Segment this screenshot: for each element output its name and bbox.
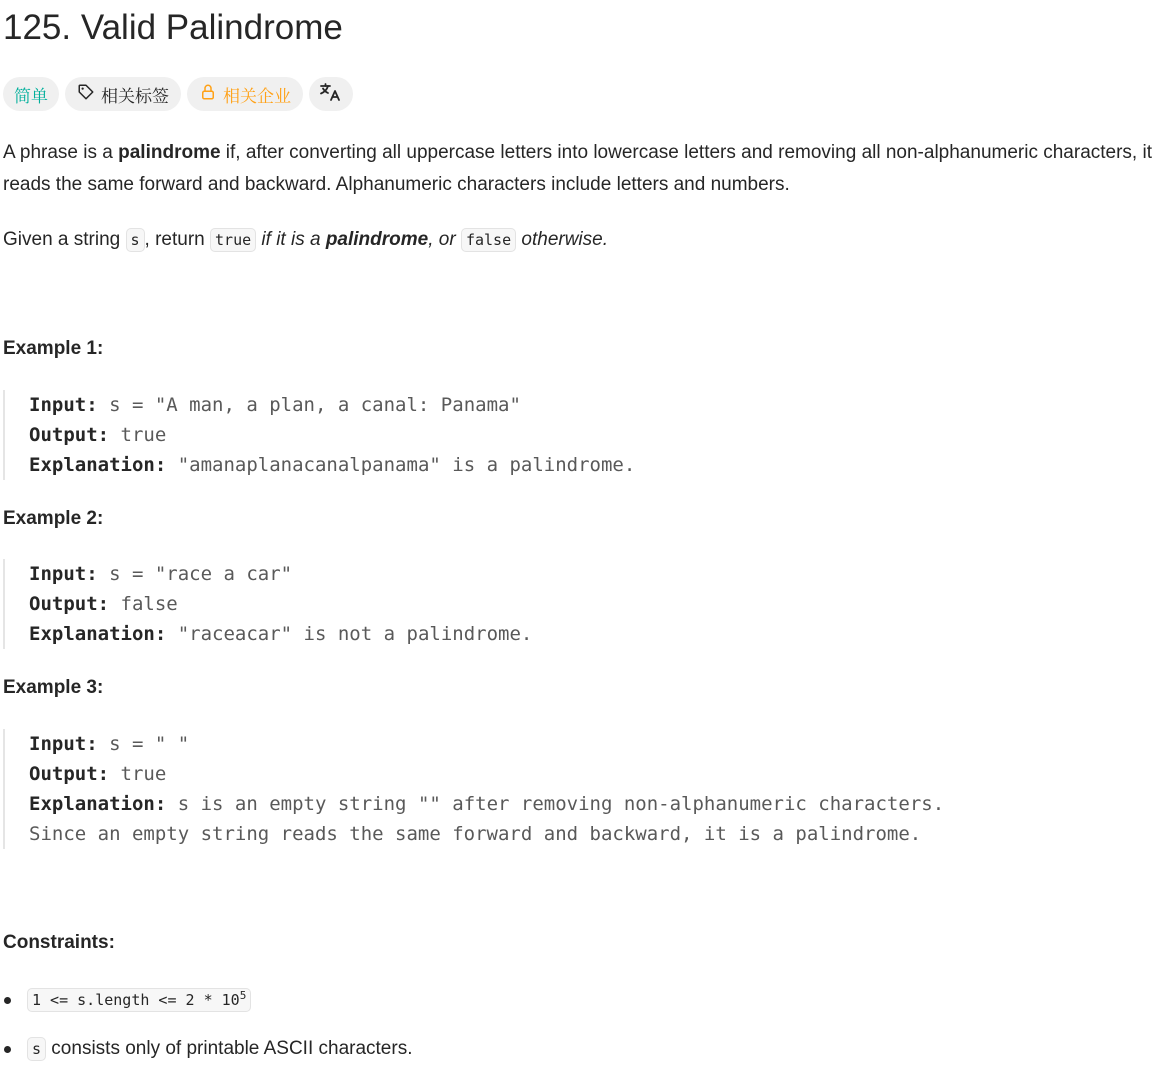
output-value: true [109,763,167,785]
output-value: true [109,424,167,446]
text: , or [428,229,461,250]
example-heading: Example 3: [3,677,104,698]
explanation-key: Explanation: [29,454,167,476]
inline-code: false [461,228,516,252]
text: otherwise. [516,229,608,250]
constraints-list [3,984,412,1082]
related-companies-button[interactable] [187,77,303,111]
exponent: 5 [239,989,247,1002]
page-title: 125. Valid Palindrome [3,8,343,47]
translate-icon [319,82,343,107]
explanation-key: Explanation: [29,623,167,645]
text: if it is a [256,229,326,250]
inline-code [27,988,251,1012]
tag-row [3,77,353,111]
related-topics-button[interactable] [65,77,181,111]
constraints-heading: Constraints: [3,932,115,953]
inline-code: s [27,1037,46,1061]
explanation-value: "amanaplanacanalpanama" is a palindrome. [166,454,636,476]
description-paragraph-2 [3,224,608,256]
input-key: Input: [29,394,98,416]
list-item [3,984,412,1016]
translate-button[interactable] [309,77,353,111]
output-key: Output: [29,424,110,446]
difficulty-badge [3,77,59,111]
explanation-key: Explanation: [29,793,167,815]
keyword-palindrome: palindrome [118,142,221,163]
constraint-text: consists only of printable ASCII characters. [46,1038,413,1059]
text: , return [144,229,211,250]
tag-icon [77,83,101,106]
input-value: s = " " [97,733,190,755]
constraint-text: 1 <= s.length <= 2 * 10 [32,991,240,1009]
keyword-palindrome: palindrome [325,229,429,250]
text: Given a string [3,229,126,250]
explanation-value: "raceacar" is not a palindrome. [166,623,533,645]
output-key: Output: [29,593,110,615]
explanation-value: s is an empty string "" after removing non-alphanumeric characters. [166,793,945,815]
description-paragraph-1 [3,137,1153,201]
related-topics-label: 相关标签 [101,86,169,106]
lock-icon [199,83,223,106]
text: if, after converting all uppercase letters into lowercase letters and removing all non-alphanumeric characters, it reads the same forward and backward. Alphanumeric characters include letters and numbers. [3,142,1152,195]
explanation-continued: Since an empty string reads the same forward and backward, it is a palindrome. [29,823,922,845]
list-item [3,1033,412,1065]
inline-code: s [126,228,145,252]
related-companies-label: 相关企业 [223,86,291,106]
difficulty-label: 简单 [14,86,48,106]
output-value: false [109,593,178,615]
input-value: s = "race a car" [97,563,293,585]
example-heading: Example 1: [3,338,104,359]
input-key: Input: [29,733,98,755]
input-value: s = "A man, a plan, a canal: Panama" [97,394,521,416]
example-block [3,390,635,480]
example-block [3,729,944,849]
example-heading: Example 2: [3,508,104,529]
output-key: Output: [29,763,110,785]
input-key: Input: [29,563,98,585]
example-block [3,559,532,649]
inline-code: true [210,228,256,252]
text: A phrase is a [3,142,119,163]
